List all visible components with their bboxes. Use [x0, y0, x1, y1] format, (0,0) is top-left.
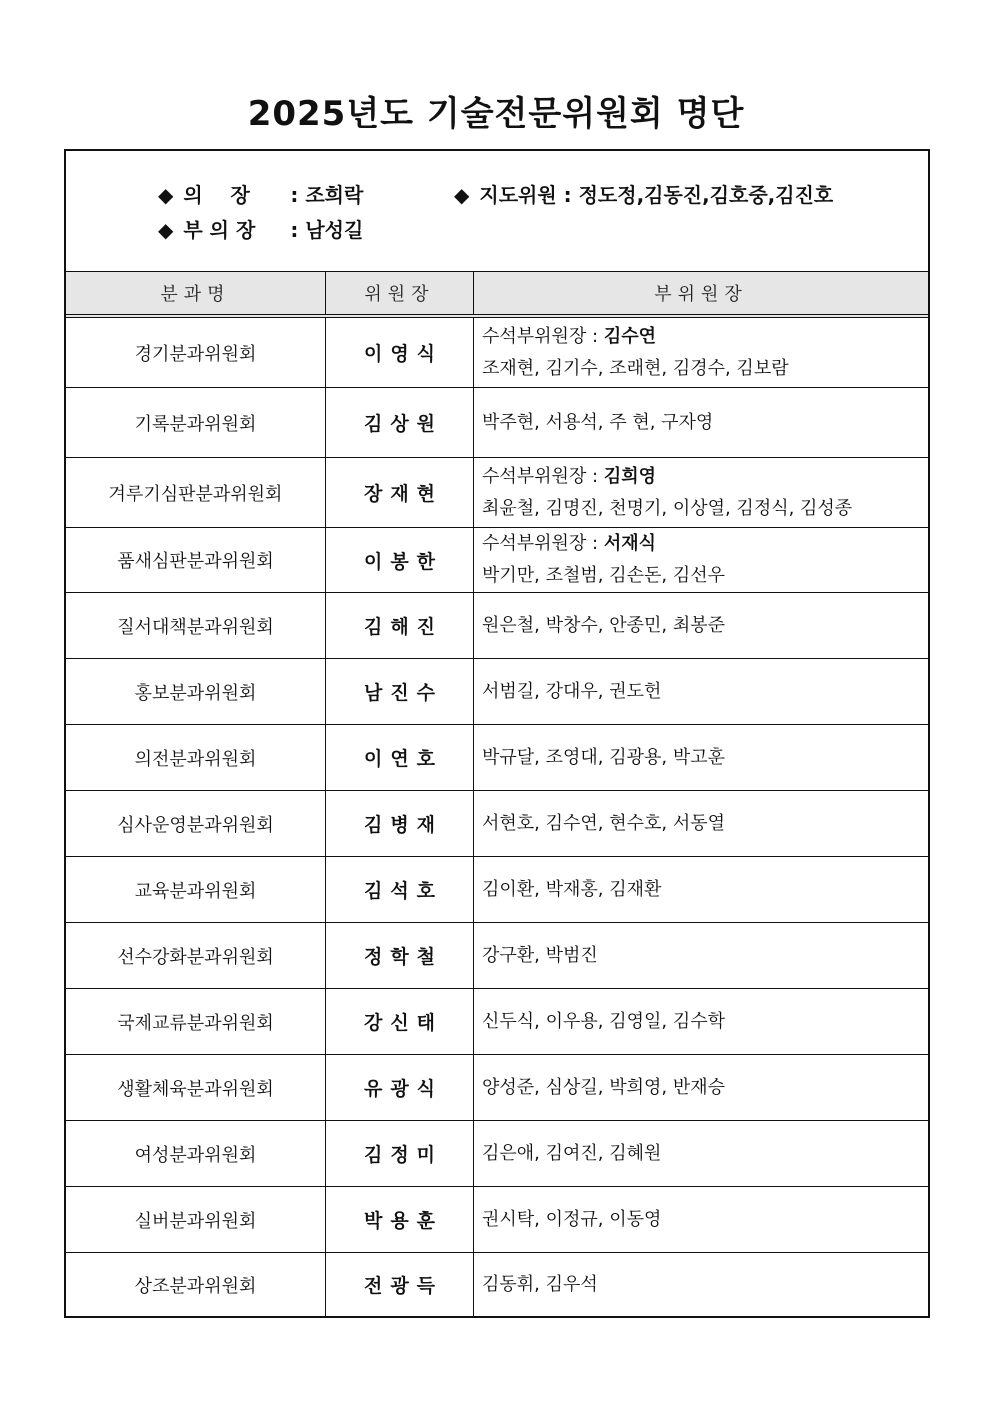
vice-chair-members: 김이환, 박재홍, 김재환 [482, 878, 662, 900]
committee-name: 의전분과위원회 [66, 725, 326, 790]
senior-vice-chair-name: 서재식 [603, 533, 657, 554]
vice-chair-members: 박주현, 서용석, 주 현, 구자영 [482, 411, 714, 433]
table-row [66, 857, 928, 923]
vice-chair-members: 서현호, 김수연, 현수호, 서동열 [482, 812, 725, 834]
diamond-bullet-icon: ◆ [454, 183, 470, 207]
table-row [66, 388, 928, 458]
table-row [66, 1187, 928, 1253]
vice-chair-name: 남성길 [305, 218, 364, 242]
committee-chair: 남진수 [326, 659, 474, 724]
table-row [66, 725, 928, 791]
committee-name: 홍보분과위원회 [66, 659, 326, 724]
vice-chairs-cell [474, 857, 928, 922]
senior-vice-chair-name: 김희영 [603, 465, 657, 487]
table-row [66, 989, 928, 1055]
committee-name: 국제교류분과위원회 [66, 989, 326, 1054]
committee-chair: 유광식 [326, 1055, 474, 1120]
vice-chairs-cell [474, 791, 928, 856]
advisors-line [454, 179, 833, 208]
committee-name: 상조분과위원회 [66, 1253, 326, 1316]
vice-chairs-cell [474, 388, 928, 457]
committee-name: 질서대책분과위원회 [66, 593, 326, 658]
table-row [66, 659, 928, 725]
table-row [66, 1121, 928, 1187]
vice-chairs-cell [474, 593, 928, 658]
vice-chairs-cell [474, 1187, 928, 1252]
committee-chair: 김상원 [326, 388, 474, 457]
vice-chairs-cell [474, 318, 928, 387]
chair-separator: : [283, 183, 306, 207]
senior-vice-chair-label: 수석부위원장 : [482, 533, 604, 554]
table-row [66, 318, 928, 388]
header-committee: 분과명 [66, 272, 326, 314]
vice-chairs-cell [474, 725, 928, 790]
table-row [66, 1253, 928, 1316]
committee-name: 경기분과위원회 [66, 318, 326, 387]
page-title: 2025년도 기술전문위원회 명단 [247, 94, 745, 134]
table-row [66, 791, 928, 857]
committee-name: 실버분과위원회 [66, 1187, 326, 1252]
senior-vice-chair-line [482, 528, 928, 560]
committee-chair: 김병재 [326, 791, 474, 856]
committee-name: 여성분과위원회 [66, 1121, 326, 1186]
vice-chairs-cell [474, 1253, 928, 1316]
committee-chair: 박용훈 [326, 1187, 474, 1252]
vice-chair-members: 김은애, 김여진, 김혜원 [482, 1142, 662, 1164]
header-vice-chairs: 부위원장 [654, 284, 748, 305]
vice-chair-members: 최윤철, 김명진, 천명기, 이상열, 김정식, 김성종 [482, 497, 853, 519]
vice-chair-members: 신두식, 이우용, 김영일, 김수학 [482, 1010, 725, 1032]
vice-chairs-cell [474, 989, 928, 1054]
committee-name: 겨루기심판분과위원회 [66, 458, 326, 527]
chair-name: 조희락 [305, 183, 364, 207]
committee-chair: 정학철 [326, 923, 474, 988]
vice-chair-members: 양성준, 심상길, 박희영, 반재승 [482, 1076, 725, 1098]
committee-chair: 전광득 [326, 1253, 474, 1316]
table-body [66, 318, 928, 1316]
committee-chair: 김정미 [326, 1121, 474, 1186]
committee-chair: 이영식 [326, 318, 474, 387]
vice-chair-members: 박규달, 조영대, 김광용, 박고훈 [482, 746, 725, 768]
advisors-names: 정도정,김동진,김호중,김진호 [578, 183, 834, 207]
vice-chair-members: 박기만, 조철범, 김손돈, 김선우 [482, 565, 725, 586]
vice-chair-members: 김동휘, 김우석 [482, 1273, 598, 1295]
vice-chairs-cell [474, 659, 928, 724]
table-header [66, 272, 928, 318]
senior-vice-chair-line [482, 321, 928, 353]
vice-chair-line [158, 214, 363, 243]
advisors-separator: : [556, 183, 579, 207]
committee-name: 생활체육분과위원회 [66, 1055, 326, 1120]
vice-chairs-cell [474, 1121, 928, 1186]
advisors-label: 지도위원 [479, 183, 557, 207]
committee-chair: 장재현 [326, 458, 474, 527]
senior-vice-chair-name: 김수연 [603, 325, 657, 347]
table-row [66, 528, 928, 593]
committee-chair: 이연호 [326, 725, 474, 790]
vice-chair-separator: : [283, 218, 306, 242]
table-row [66, 458, 928, 528]
committee-chair: 김해진 [326, 593, 474, 658]
chair-line [158, 179, 363, 208]
senior-vice-chair-line [482, 461, 928, 493]
committee-name: 선수강화분과위원회 [66, 923, 326, 988]
vice-chair-members: 권시탁, 이정규, 이동영 [482, 1208, 662, 1230]
vice-chair-members: 서범길, 강대우, 권도헌 [482, 680, 662, 702]
committee-name: 심사운영분과위원회 [66, 791, 326, 856]
vice-chair-label: 부 의 장 [183, 218, 256, 242]
vice-chairs-cell [474, 458, 928, 527]
table-row [66, 923, 928, 989]
vice-chairs-cell [474, 923, 928, 988]
table-row [66, 593, 928, 659]
committee-chair: 김석호 [326, 857, 474, 922]
leaders-panel [66, 151, 928, 272]
committee-name: 품새심판분과위원회 [66, 528, 326, 592]
committee-chair: 강신태 [326, 989, 474, 1054]
diamond-bullet-icon: ◆ [158, 183, 174, 207]
vice-chair-members: 원은철, 박창수, 안종민, 최봉준 [482, 614, 725, 636]
diamond-bullet-icon: ◆ [158, 218, 174, 242]
committee-chair: 이봉한 [326, 528, 474, 592]
vice-chair-members: 강구환, 박범진 [482, 944, 598, 966]
senior-vice-chair-label: 수석부위원장 : [482, 465, 604, 487]
committee-sheet [64, 149, 930, 1318]
chair-label: 의 장 [183, 183, 250, 207]
senior-vice-chair-label: 수석부위원장 : [482, 325, 604, 347]
vice-chairs-cell [474, 528, 928, 592]
vice-chairs-cell [474, 1055, 928, 1120]
committee-name: 교육분과위원회 [66, 857, 326, 922]
table-row [66, 1055, 928, 1121]
vice-chair-members: 조재현, 김기수, 조래현, 김경수, 김보람 [482, 357, 789, 379]
committee-name: 기록분과위원회 [66, 388, 326, 457]
header-chair: 위원장 [326, 272, 474, 314]
